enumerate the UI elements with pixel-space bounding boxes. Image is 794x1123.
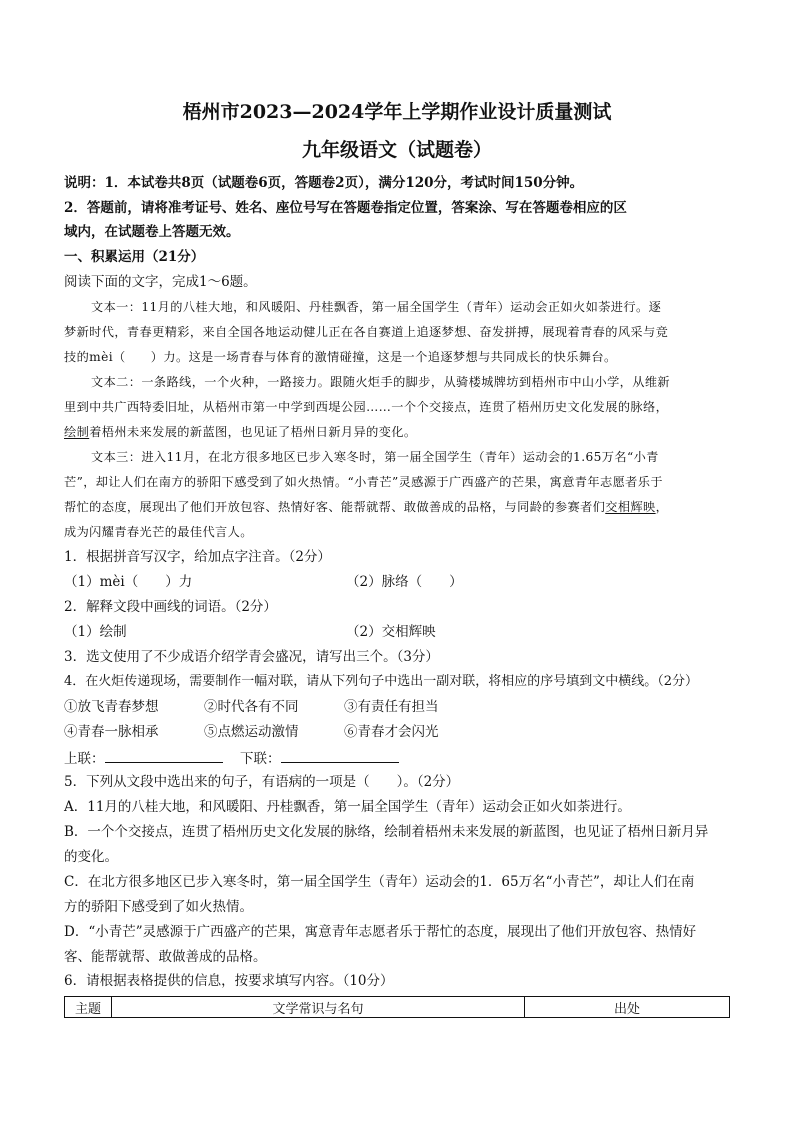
question-5-option-d-line1: D．“小青芒”灵感源于广西盛产的芒果，寓意青年志愿者乐于帮忙的态度，展现出了他们开放包容、热情好	[64, 924, 697, 940]
passage-text2-line1: 文本二：一条路线，一个火种，一路接力。跟随火炬手的脚步，从骑楼城牌坊到梧州市中山小学，从维新	[91, 375, 671, 389]
question-5: 5．下列从文段中选出来的句子，有语病的一项是（ ）。（2分）	[64, 774, 460, 790]
section-intro: 阅读下面的文字，完成1～6题。	[64, 274, 257, 290]
upper-couplet-blank[interactable]	[105, 748, 223, 763]
section-heading: 一、积累运用（21分）	[64, 249, 205, 265]
question-6: 6．请根据表格提供的信息，按要求填写内容。（10分）	[64, 973, 394, 989]
passage-text2-line2: 里到中共广西特委旧址，从梧州市第一中学到西堤公园……一个个交接点，连贯了梧州历史文化发展的脉络，	[64, 400, 669, 414]
instruction-line-2: 2．答题前，请将准考证号、姓名、座位号写在答题卷指定位置，答案涂、写在答题卷相应的区	[64, 200, 627, 216]
question-3: 3．选文使用了不少成语介绍学青会盛况，请写出三个。（3分）	[64, 649, 439, 665]
question-1: 1．根据拼音写汉字，给加点字注音。（2分）	[64, 549, 331, 565]
table-header-topic: 主题	[65, 997, 112, 1018]
table-header-literature: 文学常识与名句	[112, 997, 525, 1018]
question-5-option-c-line1: C．在北方很多地区已步入寒冬时，第一届全国学生（青年）运动会的1．65万名“小青芒”，却让人们在南	[64, 874, 695, 890]
table-header-row	[65, 997, 730, 1018]
question-5-option-c-line2: 方的骄阳下感受到了如火热情。	[64, 899, 253, 915]
couplet-option-3: ③有责任有担当	[344, 699, 439, 715]
lower-couplet-blank[interactable]	[281, 748, 399, 763]
upper-couplet-row: 上联：	[64, 748, 223, 768]
passage-text1-line3: 技的mèi（ ）力。这是一场青春与体育的激情碰撞，这是一个追逐梦想与共同成长的快乐舞台。	[64, 350, 617, 364]
couplet-option-2: ②时代各有不同	[204, 699, 299, 715]
question-6-table	[64, 996, 730, 1018]
couplet-option-5: ⑤点燃运动激情	[204, 724, 299, 740]
exam-subtitle: 九年级语文（试题卷）	[301, 139, 492, 161]
question-2-part-2: （2）交相辉映	[346, 624, 436, 640]
exam-title: 梧州市2023—2024学年上学期作业设计质量测试	[182, 101, 612, 123]
passage-text3-line3: 帮忙的态度，展现出了他们开放包容、热情好客、能帮就帮、敢做善成的品格，与同龄的参赛者们交相辉映，	[64, 500, 669, 514]
underlined-word-jiaoxianghuiying: 交相辉映	[605, 500, 656, 514]
question-2: 2．解释文段中画线的词语。（2分）	[64, 599, 277, 615]
lower-couplet-row: 下联：	[240, 748, 399, 768]
couplet-option-1: ①放飞青春梦想	[64, 699, 159, 715]
question-5-option-b-line2: 的变化。	[64, 849, 118, 865]
question-5-option-b-line1: B．一个个交接点，连贯了梧州历史文化发展的脉络，绘制着梧州未来发展的新蓝图，也见证了梧州日新月异	[64, 824, 709, 840]
passage-text2-line3: 绘制着梧州未来发展的新蓝图，也见证了梧州日新月异的变化。	[64, 425, 417, 439]
passage-text1-line2: 梦新时代，青春更精彩，来自全国各地运动健儿正在各自赛道上追逐梦想、奋发拼搏，展现着青春的风采与竞	[64, 325, 669, 339]
underlined-word-huizhi: 绘制	[64, 425, 90, 439]
question-5-option-a: A．11月的八桂大地，和风暖阳、丹桂飘香，第一届全国学生（青年）运动会正如火如荼进行。	[64, 799, 631, 815]
question-4: 4．在火炬传递现场，需要制作一幅对联，请从下列句子中选出一副对联，将相应的序号填到文中横线。（2分）	[64, 674, 699, 689]
question-5-option-d-line2: 客、能帮就帮、敢做善成的品格。	[64, 949, 267, 965]
table-header-source: 出处	[525, 997, 730, 1018]
passage-text3-line1: 文本三：进入11月，在北方很多地区已步入寒冬时，第一届全国学生（青年）运动会的1.65万名“小青	[91, 450, 659, 464]
question-1-part-2: （2）脉络（ ）	[346, 574, 463, 590]
instruction-line-3: 域内，在试题卷上答题无效。	[64, 224, 240, 240]
couplet-option-6: ⑥青春才会闪光	[344, 724, 439, 740]
passage-text3-line4: 成为闪耀青春光芒的最佳代言人。	[64, 525, 253, 539]
couplet-option-4: ④青春一脉相承	[64, 724, 159, 740]
instruction-line-1: 说明：1．本试卷共8页（试题卷6页，答题卷2页），满分120分，考试时间150分钟。	[64, 175, 584, 191]
question-1-part-1: （1）mèi（ ）力	[64, 574, 193, 590]
passage-text3-line2: 芒”，却让人们在南方的骄阳下感受到了如火热情。“小青芒”灵感源于广西盛产的芒果，寓意青年志愿者乐于	[64, 475, 663, 489]
passage-text1-line1: 文本一：11月的八桂大地，和风暖阳、丹桂飘香，第一届全国学生（青年）运动会正如火如荼进行。逐	[91, 300, 662, 314]
question-2-part-1: （1）绘制	[64, 624, 127, 640]
